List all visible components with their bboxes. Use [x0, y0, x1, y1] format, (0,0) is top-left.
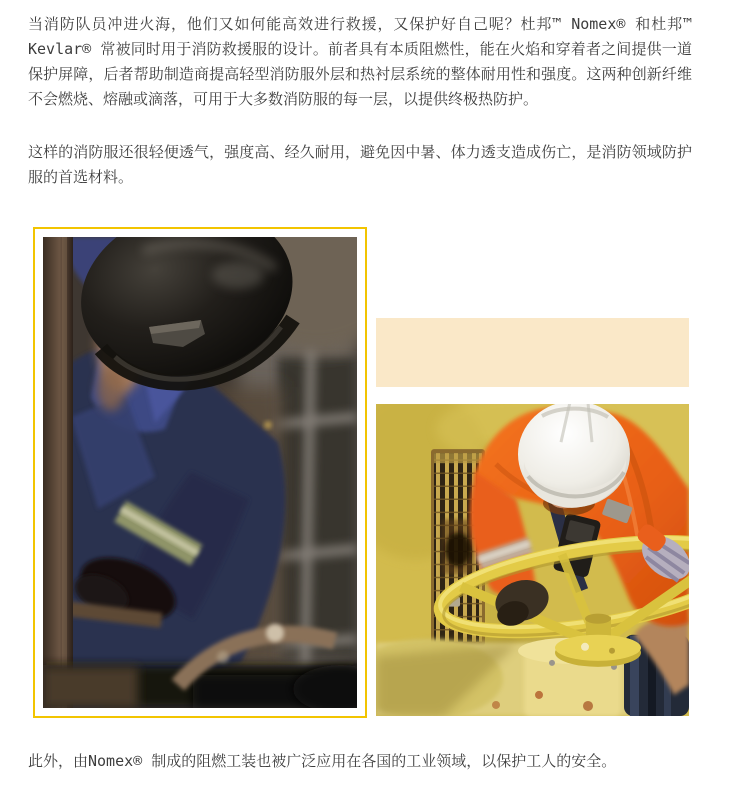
- article-paragraph-1: 当消防队员冲进火海，他们又如何能高效进行救援，又保护好自己呢？杜邦™ Nomex® 和杜邦™ Kevlar® 常被同时用于消防救援服的设计。前者具有本质阻燃性，能在火焰和穿着者之间提供一道保护屏障，后者帮助制造商提高轻型消防服外层和热衬层系统的整体耐用性和强度。这两种创新纤维不会燃烧、熔融或滴落，可用于大多数消防服的每一层，以提供终极热防护。: [28, 15, 692, 108]
- article-paragraph-2: 这样的消防服还很轻便透气，强度高、经久耐用，避免因中暑、体力透支造成伤亡，是消防领域防护服的首选材料。: [28, 143, 692, 186]
- cream-highlight-block: [376, 318, 689, 387]
- framed-photo-figure: [33, 227, 367, 718]
- industrial-photo-figure: [376, 404, 689, 716]
- industrial-worker-photo: [376, 404, 689, 716]
- firefighter-photo: [43, 237, 357, 708]
- article-paragraph-3: 此外，由Nomex® 制成的阻燃工装也被广泛应用在各国的工业领域，以保护工人的安全。: [28, 752, 617, 770]
